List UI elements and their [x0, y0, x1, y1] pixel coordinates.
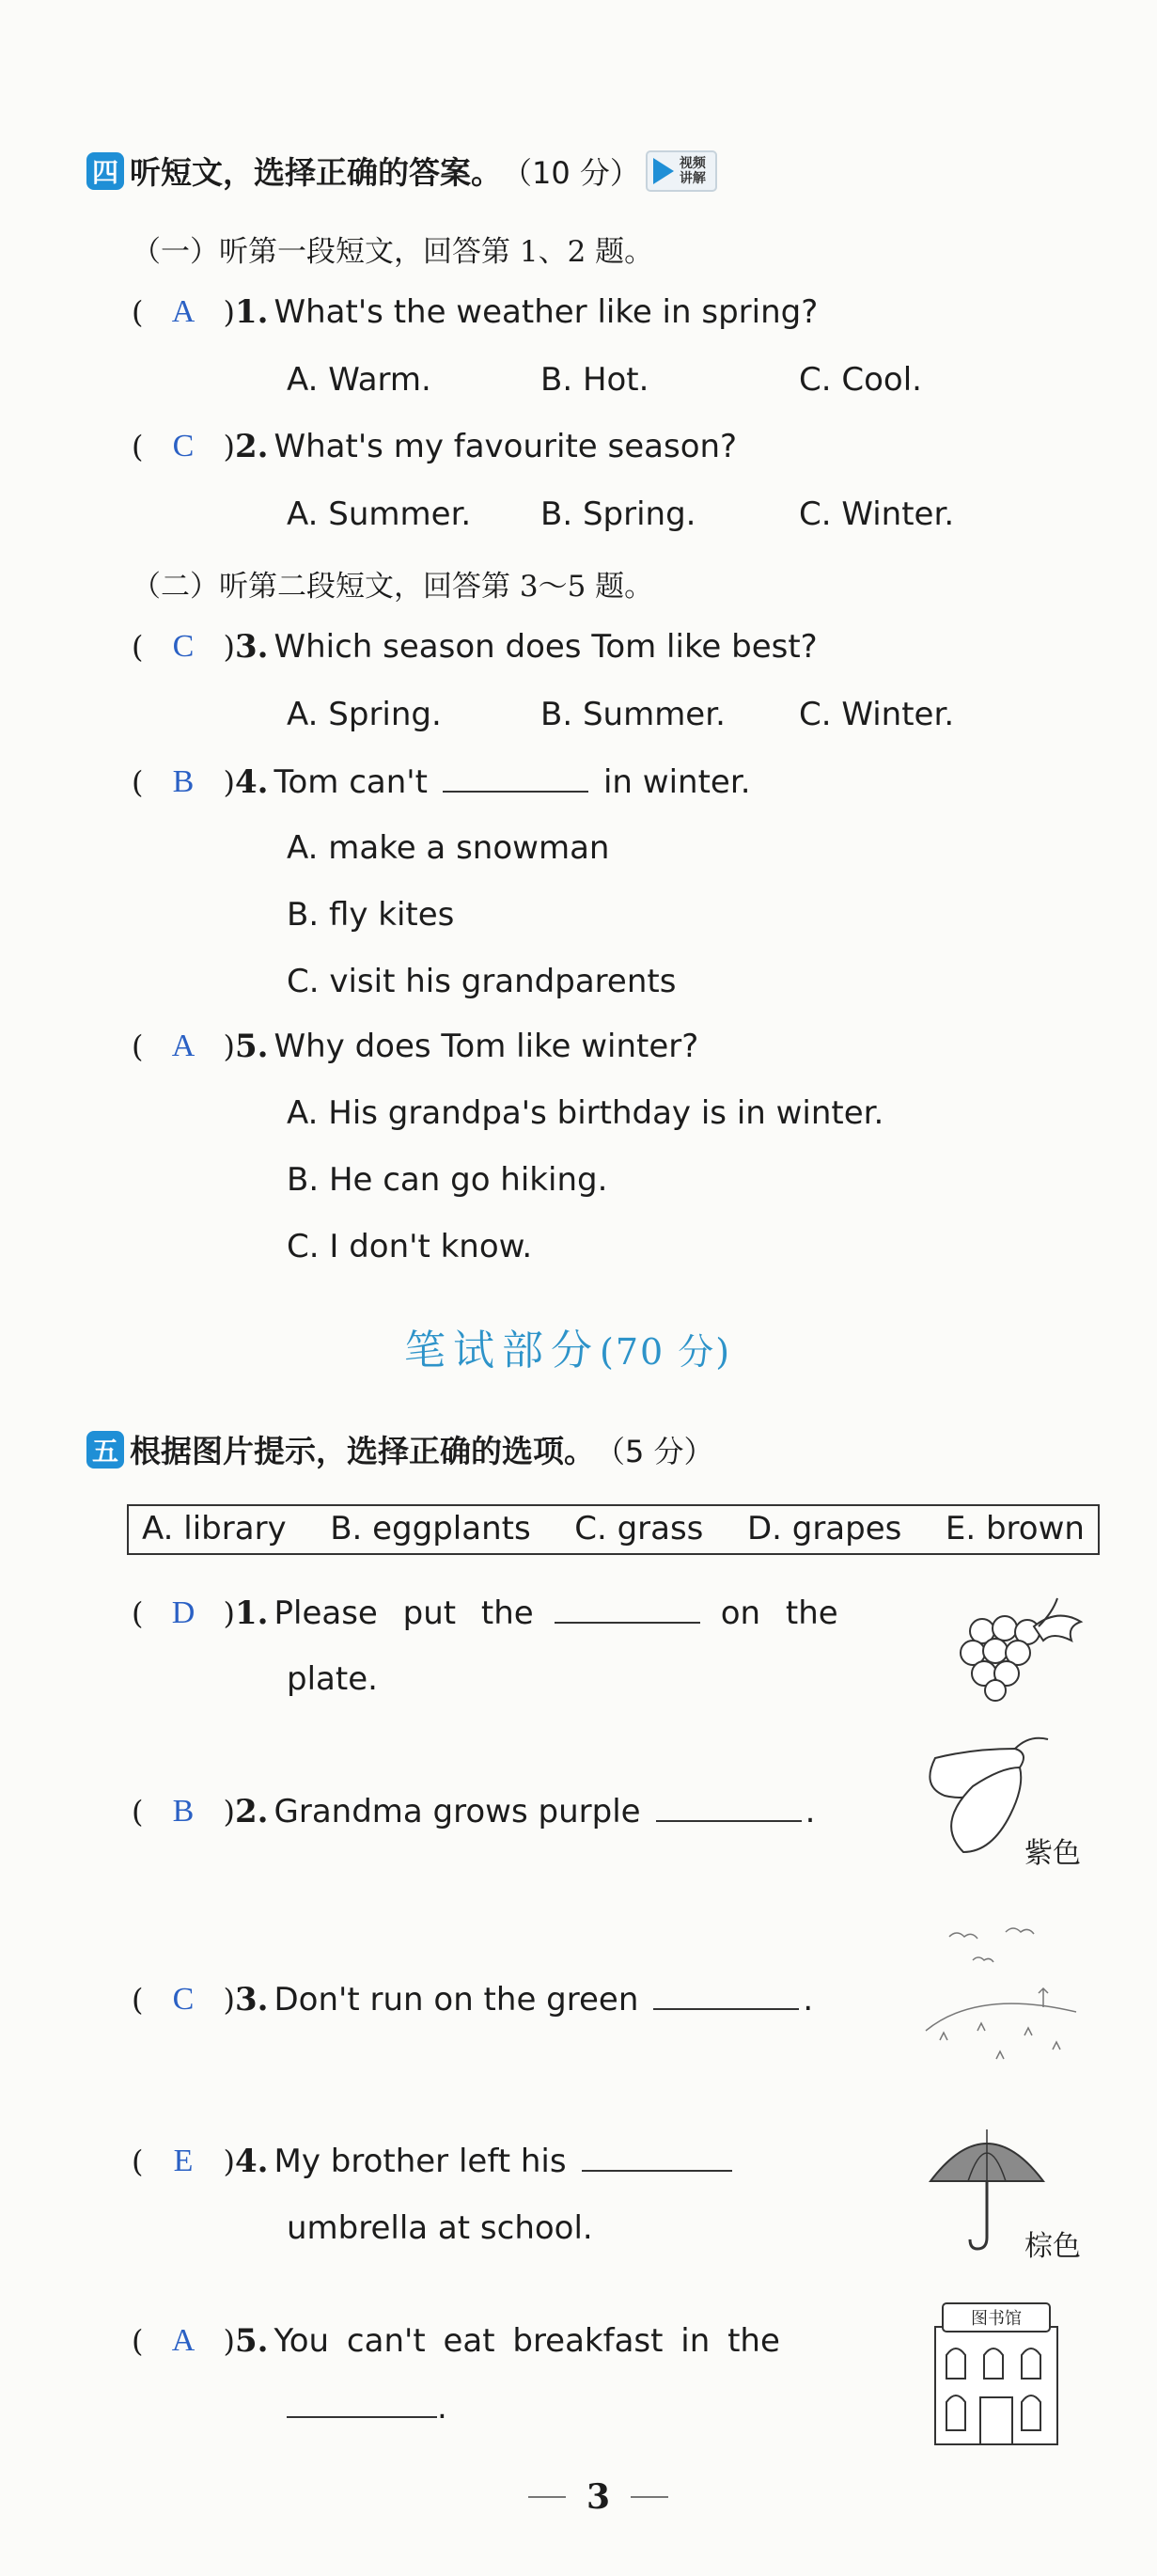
s4-q2-option-c: C. Winter. — [799, 495, 955, 533]
video-explanation-button[interactable] — [646, 150, 717, 192]
answer-blank — [656, 1792, 802, 1822]
page-number: 3 — [508, 2477, 689, 2517]
answer-blank — [555, 1594, 700, 1624]
grapes-picture — [945, 1589, 1095, 1702]
word-bank — [127, 1504, 1100, 1555]
answer: D — [171, 1595, 195, 1630]
s5-question-5: ( A ) 5. You can't eat breakfast in the — [132, 2322, 780, 2360]
section4-points: （10 分） — [502, 154, 640, 191]
grass-hill-icon — [921, 1918, 1081, 2078]
s5-q4-line2: umbrella at school. — [287, 2209, 593, 2247]
answer: B — [172, 1794, 195, 1829]
question-text: Why does Tom like winter? — [274, 1028, 699, 1065]
s4-q1-option-b: B. Hot. — [540, 361, 649, 399]
answer: C — [172, 429, 195, 463]
s5-question-1: ( D ) 1. Please put the on the — [132, 1594, 838, 1632]
library-sign: 图书馆 — [971, 2309, 1022, 2329]
s4-q2-option-b: B. Spring. — [540, 495, 696, 533]
answer: C — [172, 629, 195, 664]
answer-blank — [653, 1980, 799, 2010]
answer-blank — [582, 2142, 732, 2172]
word-bank-item: A. library — [142, 1510, 287, 1547]
s4-question-3: ( C ) 3. Which season does Tom like best? — [132, 628, 818, 666]
s4-question-4: ( B ) 4. Tom can't in winter. — [132, 763, 751, 801]
s4-question-2: ( C ) 2. What's my favourite season? — [132, 428, 738, 465]
s5-question-4: ( E ) 4. My brother left his — [132, 2142, 732, 2180]
word-bank-item: E. brown — [945, 1510, 1085, 1547]
grapes-icon — [945, 1589, 1095, 1702]
section5-badge: 五 — [86, 1431, 124, 1469]
s4-question-5: ( A ) 5. Why does Tom like winter? — [132, 1028, 699, 1065]
answer: E — [173, 2144, 194, 2178]
answer-blank — [287, 2388, 437, 2418]
answer: B — [172, 764, 195, 799]
s4-q4-option-c: C. visit his grandparents — [287, 963, 677, 1000]
s4-q2-option-a: A. Summer. — [287, 495, 472, 533]
library-building-icon — [926, 2299, 1067, 2449]
s4-q4-option-a: A. make a snowman — [287, 829, 610, 867]
s4-q5-option-c: C. I don't know. — [287, 1228, 533, 1265]
library-picture — [926, 2299, 1067, 2449]
s4-q3-option-a: A. Spring. — [287, 696, 442, 733]
answer: A — [171, 1029, 195, 1063]
answer: C — [172, 1982, 195, 2017]
answer-blank — [443, 762, 588, 793]
s5-q1-line2: plate. — [287, 1660, 378, 1698]
grass-picture — [921, 1918, 1081, 2078]
s4-q1-option-a: A. Warm. — [287, 361, 431, 399]
s4-q4-option-b: B. fly kites — [287, 896, 455, 934]
video-label-2: 讲解 — [679, 170, 706, 186]
section4-badge: 四 — [86, 152, 124, 190]
section4-part1: （一）听第一段短文，回答第 1、2 题。 — [132, 235, 654, 269]
written-part-heading: 笔试部分(70 分) — [404, 1327, 732, 1374]
video-label-1: 视频 — [679, 155, 706, 171]
word-bank-item: C. grass — [574, 1510, 704, 1547]
section5-points: （5 分） — [595, 1433, 714, 1469]
play-icon — [653, 158, 674, 184]
word-bank-item: B. eggplants — [330, 1510, 531, 1547]
s4-q3-option-c: C. Winter. — [799, 696, 955, 733]
section4-title — [86, 149, 717, 193]
s4-q3-option-b: B. Summer. — [540, 696, 726, 733]
section4-title-text: 听短文，选择正确的答案。 — [130, 154, 502, 191]
s5-question-3: ( C ) 3. Don't run on the green . — [132, 1981, 814, 2018]
question-text: What's the weather like in spring? — [274, 293, 819, 331]
s4-q1-option-c: C. Cool. — [799, 361, 922, 399]
section4-part2: （二）听第二段短文，回答第 3～5 题。 — [132, 570, 654, 604]
s5-q5-line2: . — [287, 2388, 447, 2427]
section5-title — [86, 1427, 714, 1471]
word-bank-item: D. grapes — [746, 1510, 902, 1547]
s5-question-2: ( B ) 2. Grandma grows purple . — [132, 1793, 816, 1830]
question-text: What's my favourite season? — [274, 428, 738, 465]
s4-q5-option-b: B. He can go hiking. — [287, 1161, 608, 1199]
s4-question-1: ( A ) 1. What's the weather like in spring? — [132, 293, 819, 331]
question-text: Which season does Tom like best? — [274, 628, 818, 666]
s4-q5-option-a: A. His grandpa's birthday is in winter. — [287, 1094, 884, 1132]
color-label-brown: 棕色 — [1024, 2230, 1081, 2263]
section5-title-text: 根据图片提示，选择正确的选项。 — [130, 1433, 595, 1469]
answer: A — [171, 294, 195, 329]
color-label-purple: 紫色 — [1024, 1837, 1081, 1870]
answer: A — [171, 2323, 195, 2358]
